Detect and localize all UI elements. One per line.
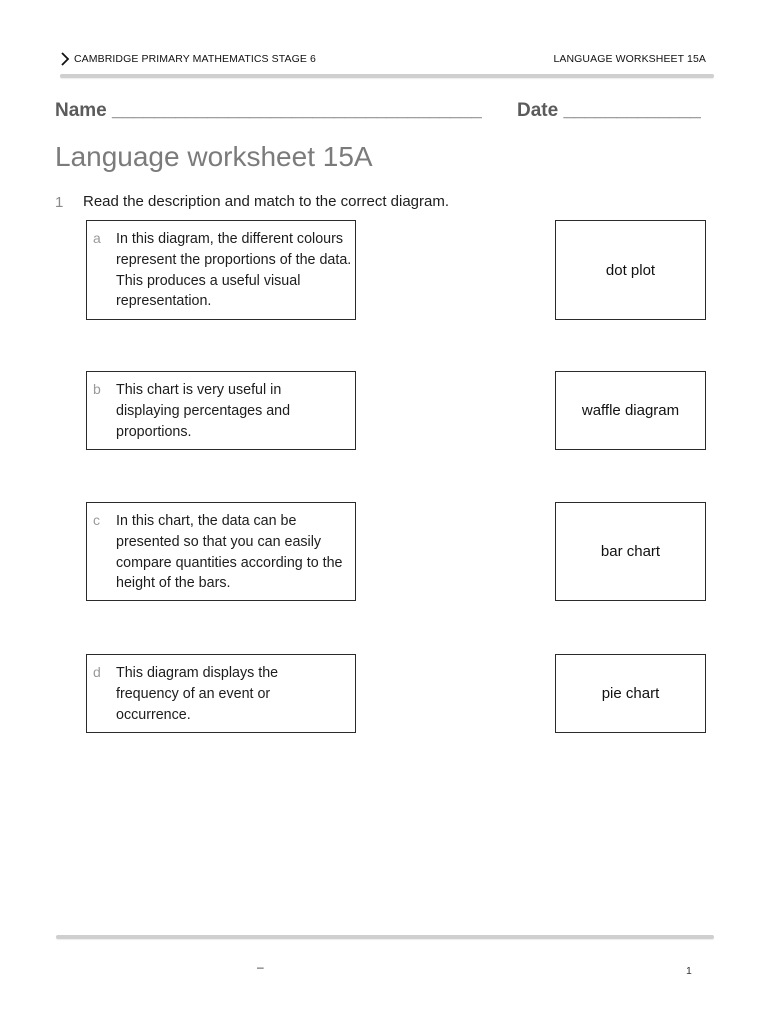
description-letter: b xyxy=(93,381,101,397)
description-box-b xyxy=(86,371,356,450)
term-box-waffle-diagram: waffle diagram xyxy=(555,371,706,450)
term-box-pie-chart: pie chart xyxy=(555,654,706,733)
header-worksheet-label: LANGUAGE WORKSHEET 15A xyxy=(553,53,706,65)
header-course-title: CAMBRIDGE PRIMARY MATHEMATICS STAGE 6 xyxy=(74,53,316,65)
description-text: In this chart, the data can be presented so that you can easily compare quantities according to the height of the bars. xyxy=(116,513,343,592)
header-divider xyxy=(60,74,714,78)
term-box-bar-chart: bar chart xyxy=(555,502,706,601)
description-text: In this diagram, the different colours represent the proportions of the data. This produces a useful visual representation. xyxy=(116,231,352,310)
description-box-d xyxy=(86,654,356,733)
date-field: Date _____________ xyxy=(517,100,701,121)
description-box-c xyxy=(86,502,356,601)
description-text: This chart is very useful in displaying percentages and proportions. xyxy=(116,382,291,440)
footer-dash: – xyxy=(257,960,264,974)
description-letter: c xyxy=(93,512,100,528)
description-text: This diagram displays the frequency of an event or occurrence. xyxy=(116,665,279,723)
description-letter: d xyxy=(93,664,101,680)
page-number: 1 xyxy=(686,965,692,977)
footer-divider xyxy=(56,935,714,939)
chevron-right-icon xyxy=(60,51,70,67)
name-field: Name ___________________________________ xyxy=(55,100,482,121)
page-title: Language worksheet 15A xyxy=(55,141,373,172)
question-number: 1 xyxy=(55,194,64,211)
description-box-a xyxy=(86,220,356,320)
description-letter: a xyxy=(93,230,101,246)
page-header xyxy=(60,50,706,70)
term-box-dot-plot: dot plot xyxy=(555,220,706,320)
question-text: Read the description and match to the correct diagram. xyxy=(83,193,450,210)
